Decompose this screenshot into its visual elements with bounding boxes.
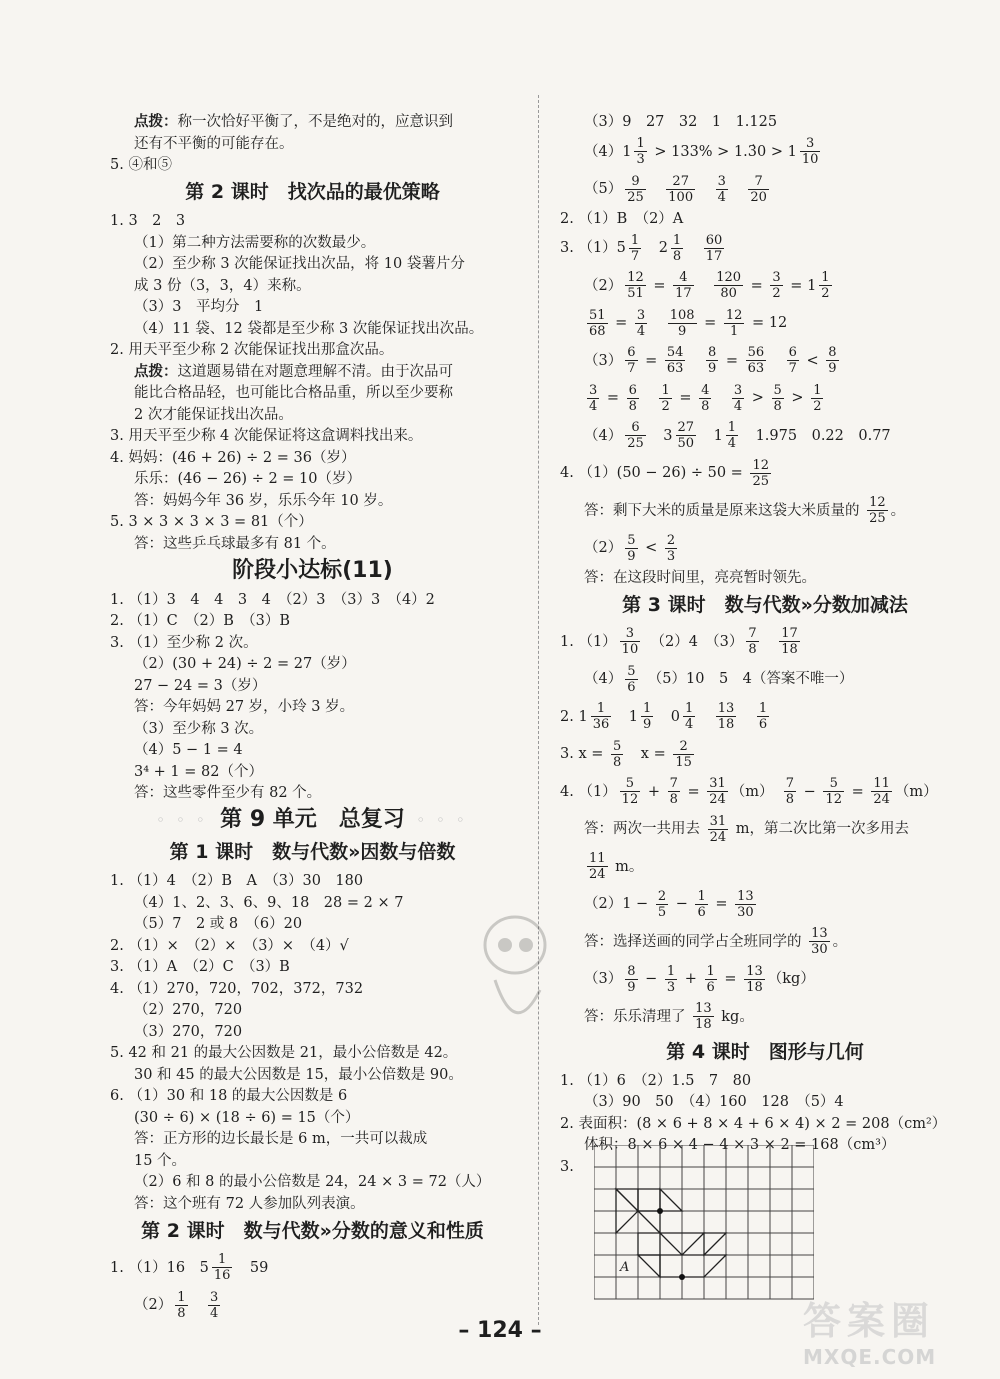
answer-line: （2） $\frac{12}{51}$ = $\frac{4}{17}$ $\frac{120}{80}$ = $\frac{3}{2}$ = 1 $\frac{1}{2}$	[584, 270, 830, 301]
answer-line: 2. （1）B （2）A	[560, 210, 684, 227]
answer-line: （4）5 − 1 = 4	[134, 742, 243, 758]
answer-line: （2）270，720	[134, 1002, 243, 1018]
answer-line: 3. （1）A （2）C （3）B	[110, 959, 290, 975]
fraction: $\frac{31}{24}$	[709, 776, 726, 807]
fraction: $\frac{1}{2}$	[813, 382, 822, 414]
section-heading: 第 2 课时 找次品的最优策略	[185, 181, 440, 203]
fraction: $\frac{60}{17}$	[705, 232, 723, 264]
fraction: $\frac{12}{1}$	[725, 307, 743, 339]
fraction: $\frac{4}{8}$	[701, 382, 710, 414]
fraction: $\frac{2}{15}$	[675, 738, 692, 770]
answer-line: 体积：8 × 6 × 4 − 4 × 3 × 2 = 168（cm³）	[584, 1137, 896, 1153]
answer-line: 15 个。	[134, 1152, 187, 1169]
answer-line: 答：正方形的边长最长是 6 m，一共可以裁成	[134, 1131, 428, 1147]
fraction: $\frac{1}{6}$	[706, 963, 715, 995]
fraction: $\frac{5}{8}$	[773, 382, 782, 414]
answer-line: 30 和 45 的最大公因数是 15，最小公倍数是 90。	[134, 1066, 463, 1083]
section-heading: 第 3 课时 数与代数»分数加减法	[622, 593, 908, 616]
dot-marker	[679, 1274, 685, 1280]
fraction: $\frac{1}{4}$	[684, 701, 694, 732]
fraction: $\frac{54}{63}$	[666, 345, 684, 376]
answer-line: 4. （1） $\frac{5}{12}$ + $\frac{7}{8}$ = $\frac{31}{24}$ （m） $\frac{7}{8}$ − $\frac{5}{12}$ = $\frac{11}{24}$ （m）	[560, 776, 938, 807]
answer-line: 答：两次一共用去 $\frac{31}{24}$ m，第二次比第一次多用去	[584, 813, 910, 845]
answer-line: 1. 3 2 3	[110, 213, 186, 229]
fraction: $\frac{5}{12}$	[825, 776, 842, 807]
grid-figure	[594, 1145, 814, 1305]
answer-line: 3. （1）5 $\frac{1}{7}$ 2 $\frac{1}{8}$ $\frac{60}{17}$	[560, 232, 723, 264]
answer-line: （3） $\frac{8}{9}$ − $\frac{1}{3}$ + $\frac{1}{6}$ = $\frac{13}{18}$ （kg）	[584, 963, 815, 995]
answer-line: （3）270，720	[134, 1023, 243, 1040]
fraction: $\frac{12}{25}$	[752, 457, 769, 489]
fraction: $\frac{3}{10}$	[621, 626, 639, 657]
decoration: ◦ ◦ ◦	[156, 813, 209, 827]
answer-line: 3.	[560, 1158, 574, 1175]
fraction: $\frac{27}{100}$	[668, 173, 694, 205]
fraction: $\frac{1}{2}$	[661, 382, 670, 414]
fraction: $\frac{7}{8}$	[669, 776, 678, 807]
fraction: $\frac{1}{3}$	[636, 136, 645, 167]
hint-label: 点拨：	[134, 362, 178, 380]
fraction: $\frac{11}{24}$	[873, 776, 890, 807]
answer-line: （2）6 和 8 的最小公倍数是 24，24 × 3 = 72（人）	[134, 1174, 491, 1190]
section-heading: 阶段小达标(11)	[232, 557, 393, 583]
fraction: $\frac{5}{9}$	[627, 532, 636, 564]
fraction: $\frac{13}{30}$	[737, 888, 754, 920]
answer-line: 成 3 份（3，3，4）来称。	[134, 277, 311, 294]
answer-line: 答：这个班有 72 人参加队列表演。	[134, 1195, 365, 1212]
answer-line: $\frac{3}{4}$ = $\frac{6}{8}$ $\frac{1}{2}$ = $\frac{4}{8}$ $\frac{3}{4}$ > $\frac{5}{8}$ > $\frac{1}{2}$	[589, 382, 822, 414]
answer-line: （4） $\frac{6}{25}$ 3 $\frac{27}{50}$ 1 $\frac{1}{4}$ 1.975 0.22 0.77	[584, 420, 891, 451]
answer-line: （3） $\frac{6}{7}$ = $\frac{54}{63}$ $\frac{8}{9}$ = $\frac{56}{63}$ $\frac{6}{7}$ < $\frac{8}{9}$	[584, 345, 837, 376]
fraction: $\frac{3}{4}$	[733, 382, 743, 414]
answer-line: 6. （1）30 和 18 的最大公因数是 6	[110, 1088, 348, 1104]
left-column	[110, 112, 515, 1325]
answer-line: 答：妈妈今年 36 岁，乐乐今年 10 岁。	[134, 492, 393, 509]
answer-line: （4）1 $\frac{1}{3}$ > 133% > 1.3̇0 > 1 $\frac{3}{10}$	[584, 136, 819, 167]
unit-title: 第 9 单元 总复习	[220, 807, 405, 832]
answer-line: 答：这些零件至少有 82 个。	[134, 785, 322, 801]
answer-line: 能比合格品轻，也可能比合格品重，所以至少要称	[134, 385, 453, 401]
answer-line: 3. 用天平至少称 4 次能保证将这盒调料找出来。	[110, 428, 423, 444]
fraction: $\frac{1}{2}$	[821, 270, 830, 301]
answer-line: 2. （1）C （2）B （3）B	[110, 613, 291, 629]
fraction: $\frac{3}{4}$	[717, 173, 726, 205]
fraction: $\frac{9}{25}$	[627, 173, 644, 205]
fraction: $\frac{1}{7}$	[630, 232, 640, 264]
grid-diagram	[594, 1145, 814, 1301]
answer-line: （2）1 − $\frac{2}{5}$ − $\frac{1}{6}$ = $\frac{13}{30}$	[584, 888, 754, 920]
answer-line: （5）7 2 或 8 （6）20	[134, 916, 303, 932]
fraction: $\frac{1}{8}$	[672, 232, 682, 264]
answer-line: $\frac{11}{24}$ m。	[589, 851, 644, 882]
site-watermark	[803, 1290, 978, 1369]
fraction: $\frac{3}{4}$	[589, 382, 598, 414]
answer-line: （3）9 27 32 1 1.125	[584, 114, 778, 130]
fraction: $\frac{51}{68}$	[589, 307, 606, 339]
section-heading: 第 1 课时 数与代数»因数与倍数	[169, 841, 456, 863]
fraction: $\frac{6}{8}$	[628, 382, 637, 414]
fraction: $\frac{3}{4}$	[210, 1289, 219, 1321]
answer-line: （4）1、2、3、6、9、18 28 = 2 × 7	[134, 894, 404, 911]
dot-marker	[657, 1208, 663, 1214]
answer-line: 1. （1）4 （2）B A （3）30 180	[110, 873, 364, 889]
page-number: – 124 –	[458, 1318, 542, 1343]
answer-line: 点拨：这道题易错在对题意理解不清。由于次品可	[134, 362, 453, 380]
answer-line: 3⁴ + 1 = 82（个）	[134, 763, 263, 780]
fraction: $\frac{11}{24}$	[589, 851, 606, 882]
answer-line: 27 − 24 = 3（岁）	[134, 677, 267, 694]
answer-line: 2 次才能保证找出次品。	[134, 406, 293, 423]
watermark-url: MXQE.COM	[803, 1345, 937, 1369]
answer-line: 1. （1）3 4 4 3 4 （2）3 （3）3 （4）2	[110, 591, 435, 608]
fraction: $\frac{7}{8}$	[785, 776, 795, 807]
answer-line: 1. （1）16 5 $\frac{1}{16}$ 59	[110, 1252, 269, 1283]
section-heading	[110, 807, 515, 833]
fraction: $\frac{3}{2}$	[772, 270, 781, 301]
answer-line: （3）3 平均分 1	[134, 299, 264, 315]
answer-line: （3）90 50 （4）160 128 （5）4	[584, 1094, 844, 1110]
fraction: $\frac{1}{16}$	[213, 1252, 231, 1283]
answer-line: 3. x = $\frac{5}{8}$ x = $\frac{2}{15}$	[560, 738, 692, 770]
answer-line: 答：在这段时间里，亮亮暂时领先。	[584, 569, 816, 586]
answer-line: （4）11 袋、12 袋都是至少称 3 次能保证找出次品。	[134, 320, 484, 337]
decoration: ◦ ◦ ◦	[416, 813, 469, 827]
fraction: $\frac{1}{3}$	[666, 963, 676, 995]
fraction: $\frac{13}{18}$	[717, 701, 735, 732]
fraction: $\frac{1}{36}$	[592, 701, 610, 732]
answer-line: 5. 3 × 3 × 3 × 3 = 81（个）	[110, 514, 313, 530]
answer-line: 点拨：称一次恰好平衡了，不是绝对的，应意识到	[134, 113, 453, 130]
grid-label: A	[620, 1260, 630, 1275]
answer-line: $\frac{51}{68}$ = $\frac{3}{4}$ $\frac{108}{9}$ = $\frac{12}{1}$ = 12	[589, 307, 788, 339]
fraction: $\frac{8}{9}$	[627, 963, 636, 995]
answer-line: （2）至少称 3 次能保证找出次品，将 10 袋薯片分	[134, 256, 465, 272]
hint-label: 点拨：	[134, 113, 178, 130]
answer-line: 1. （1） $\frac{3}{10}$ （2）4 （3） $\frac{7}{8}$ $\frac{17}{18}$	[560, 626, 798, 657]
answer-line: 还有不平衡的可能存在。	[134, 135, 294, 152]
fraction: $\frac{8}{9}$	[707, 345, 717, 376]
fraction: $\frac{27}{50}$	[677, 420, 695, 451]
section-heading: 第 2 课时 数与代数»分数的意义和性质	[141, 1219, 484, 1242]
answer-line: （5） $\frac{9}{25}$ $\frac{27}{100}$ $\frac{3}{4}$ $\frac{7}{20}$	[584, 173, 767, 205]
fraction: $\frac{7}{20}$	[750, 173, 767, 205]
fraction: $\frac{1}{4}$	[727, 420, 737, 451]
answer-line: 答：乐乐清理了 $\frac{13}{18}$ kg。	[584, 1001, 754, 1032]
section-heading: 第 4 课时 图形与几何	[666, 1040, 864, 1063]
fraction: $\frac{1}{9}$	[642, 701, 652, 732]
answer-line: （3）至少称 3 次。	[134, 720, 264, 737]
answer-line: 答：选择送画的同学占全班同学的 $\frac{13}{30}$ 。	[584, 926, 848, 957]
answer-line: （2）(30 + 24) ÷ 2 = 27（岁）	[134, 656, 356, 672]
answer-line: 答：今年妈妈 27 岁，小玲 3 岁。	[134, 699, 355, 715]
fraction: $\frac{12}{51}$	[627, 270, 644, 301]
fraction: $\frac{108}{9}$	[669, 307, 695, 339]
answer-line: 答：这些乒乓球最多有 81 个。	[134, 535, 336, 552]
fraction: $\frac{1}{6}$	[758, 701, 768, 732]
fraction: $\frac{4}{17}$	[675, 270, 692, 301]
answer-line: 2. 用天平至少称 2 次能保证找出那盒次品。	[110, 342, 394, 358]
fraction: $\frac{3}{4}$	[636, 307, 646, 339]
answer-line: (30 ÷ 6) × (18 ÷ 6) = 15（个）	[134, 1109, 360, 1126]
answer-line: 4. 妈妈：(46 + 26) ÷ 2 = 36（岁）	[110, 449, 356, 466]
answer-line: 乐乐：(46 − 26) ÷ 2 = 10（岁）	[134, 471, 361, 487]
answer-line: 答：剩下大米的质量是原来这袋大米质量的 $\frac{12}{25}$ 。	[584, 495, 906, 526]
answer-line: 4. （1）(50 − 26) ÷ 50 = $\frac{12}{25}$	[560, 457, 769, 489]
right-column	[560, 112, 970, 1178]
fraction: $\frac{12}{25}$	[869, 495, 886, 526]
answer-line: （4） $\frac{5}{6}$ （5）10 5 4（答案不唯一）	[584, 663, 854, 695]
answer-line: 3. （1）至少称 2 次。	[110, 634, 258, 651]
answer-line: （1）第二种方法需要称的次数最少。	[134, 234, 376, 251]
fraction: $\frac{6}{7}$	[788, 345, 797, 376]
fraction: $\frac{5}{12}$	[621, 776, 639, 807]
answer-line: 4. （1）270，720，702，372，732	[110, 980, 364, 997]
fraction: $\frac{56}{63}$	[747, 345, 765, 376]
column-divider	[538, 95, 539, 1325]
mascot-watermark	[470, 900, 560, 1050]
fraction: $\frac{3}{10}$	[801, 136, 819, 167]
fraction: $\frac{1}{6}$	[697, 888, 706, 920]
answer-line: 5. 42 和 21 的最大公因数是 21，最小公倍数是 42。	[110, 1045, 458, 1061]
answer-line: 5. ④和⑤	[110, 157, 172, 173]
fraction: $\frac{8}{9}$	[828, 345, 837, 376]
answer-line: （2） $\frac{5}{9}$ < $\frac{2}{3}$	[584, 532, 676, 564]
watermark-logo: 答案圈	[803, 1299, 936, 1343]
answer-line: （2） $\frac{1}{8}$ $\frac{3}{4}$	[134, 1289, 219, 1321]
fraction: $\frac{31}{24}$	[709, 813, 727, 845]
answer-line: 2. 1 $\frac{1}{36}$ 1 $\frac{1}{9}$ 0 $\frac{1}{4}$ $\frac{13}{18}$ $\frac{1}{6}$	[560, 701, 768, 732]
fraction: $\frac{120}{80}$	[716, 270, 742, 301]
fraction: $\frac{6}{25}$	[627, 420, 644, 451]
answer-line: 1. （1）6 （2）1.5 7 80	[560, 1072, 752, 1089]
fraction: $\frac{6}{7}$	[627, 345, 636, 376]
fraction: $\frac{1}{8}$	[177, 1289, 186, 1321]
fraction: $\frac{7}{8}$	[748, 626, 757, 657]
fraction: $\frac{13}{18}$	[746, 963, 763, 995]
fraction: $\frac{5}{6}$	[627, 663, 636, 695]
fraction: $\frac{2}{5}$	[657, 888, 667, 920]
fraction: $\frac{13}{18}$	[695, 1001, 712, 1032]
fraction: $\frac{13}{30}$	[811, 926, 828, 957]
fraction: $\frac{17}{18}$	[781, 626, 798, 657]
fraction: $\frac{5}{8}$	[613, 738, 622, 770]
fraction: $\frac{2}{3}$	[666, 532, 676, 564]
answer-line: 2. 表面积：(8 × 6 + 8 × 4 + 6 × 4) × 2 = 208（cm²）	[560, 1115, 947, 1132]
answer-line: 2. （1）× （2）× （3）× （4）√	[110, 937, 349, 954]
